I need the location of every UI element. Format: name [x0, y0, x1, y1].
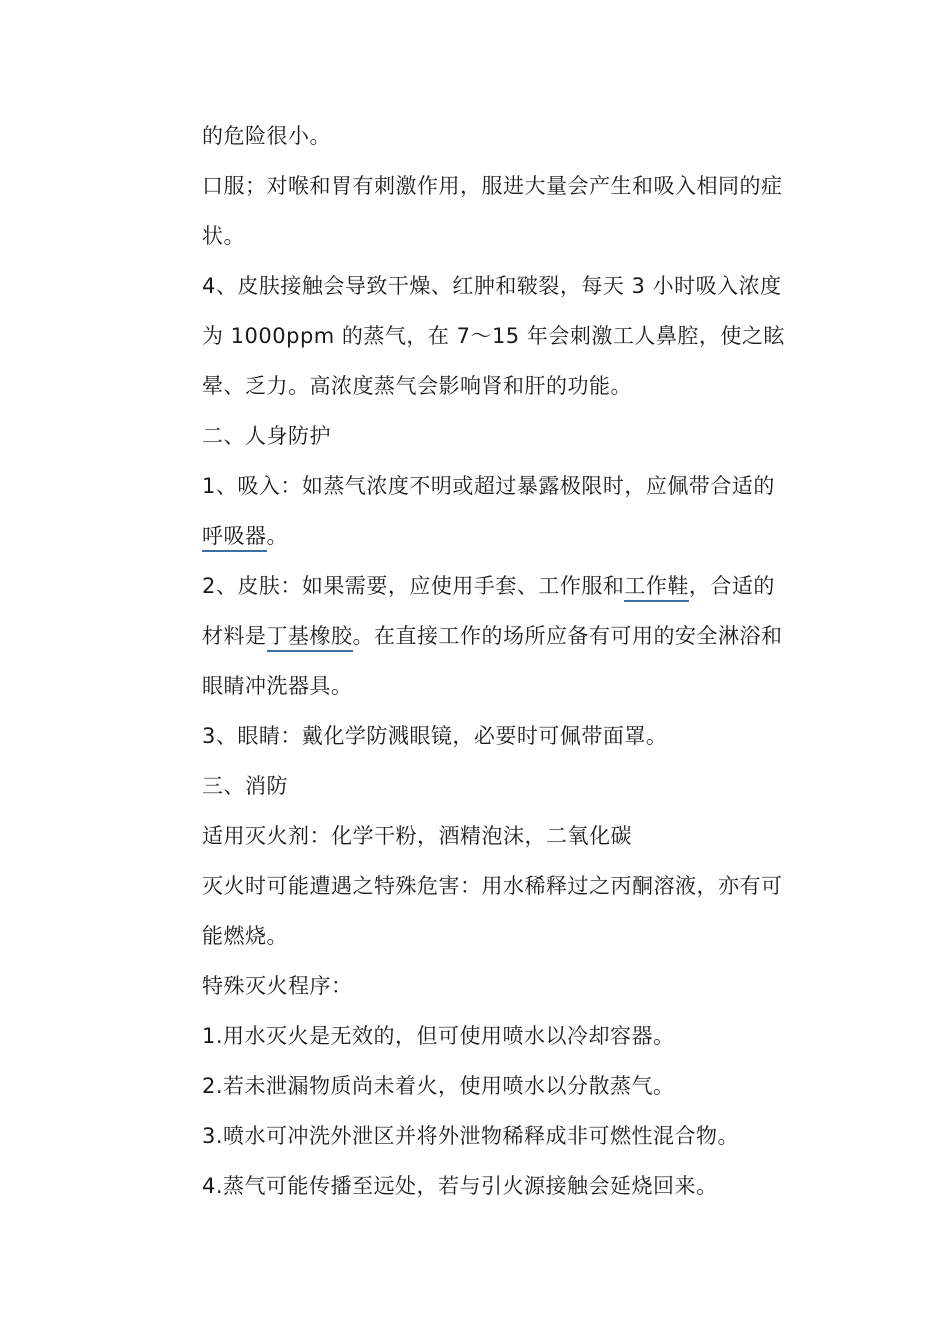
butyl-rubber-link[interactable]: 丁基橡胶 [267, 624, 353, 652]
text-line: 口服；对喉和胃有刺激作用，服进大量会产生和吸入相同的症 [202, 174, 783, 198]
text-line: 1、吸入：如蒸气浓度不明或超过暴露极限时，应佩带合适的 [202, 474, 775, 498]
text-line: 3.喷水可冲洗外泄区并将外泄物稀释成非可燃性混合物。 [202, 1124, 740, 1148]
section-heading: 二、人身防护 [202, 424, 331, 448]
text-segment: 。 [266, 524, 288, 548]
text-line: 状。 [202, 224, 245, 248]
text-line: 晕、乏力。高浓度蒸气会影响肾和肝的功能。 [202, 374, 632, 398]
text-segment: 2、皮肤：如果需要，应使用手套、工作服和 [202, 574, 625, 598]
text-line: 3、眼睛：戴化学防溅眼镜，必要时可佩带面罩。 [202, 724, 668, 748]
text-segment: ，合适的 [688, 574, 775, 598]
text-line: 适用灭火剂：化学干粉，酒精泡沫，二氧化碳 [202, 824, 632, 848]
text-line: 4、皮肤接触会导致干燥、红肿和皲裂，每天 3 小时吸入浓度 [202, 274, 782, 298]
text-line: 特殊灭火程序： [202, 974, 353, 998]
text-segment: 。在直接工作的场所应备有可用的安全淋浴和 [352, 624, 783, 648]
text-line: 眼睛冲洗器具。 [202, 674, 353, 698]
text-line: 能燃烧。 [202, 924, 288, 948]
text-line: 1.用水灭火是无效的，但可使用喷水以冷却容器。 [202, 1024, 675, 1048]
respirator-link[interactable]: 呼吸器 [202, 524, 267, 552]
work-shoes-link[interactable]: 工作鞋 [624, 574, 689, 602]
text-line: 4.蒸气可能传播至远处，若与引火源接触会延烧回来。 [202, 1174, 718, 1198]
text-line [202, 621, 783, 651]
text-line: 的危险很小。 [202, 124, 331, 148]
text-line: 为 1000ppm 的蒸气，在 7～15 年会刺激工人鼻腔，使之眩 [202, 324, 785, 348]
section-heading: 三、消防 [202, 774, 288, 798]
text-segment: 材料是 [202, 624, 267, 648]
text-line: 2.若未泄漏物质尚未着火，使用喷水以分散蒸气。 [202, 1074, 675, 1098]
text-line [202, 521, 288, 551]
text-line [202, 571, 775, 601]
text-line: 灭火时可能遭遇之特殊危害：用水稀释过之丙酮溶液，亦有可 [202, 874, 783, 898]
